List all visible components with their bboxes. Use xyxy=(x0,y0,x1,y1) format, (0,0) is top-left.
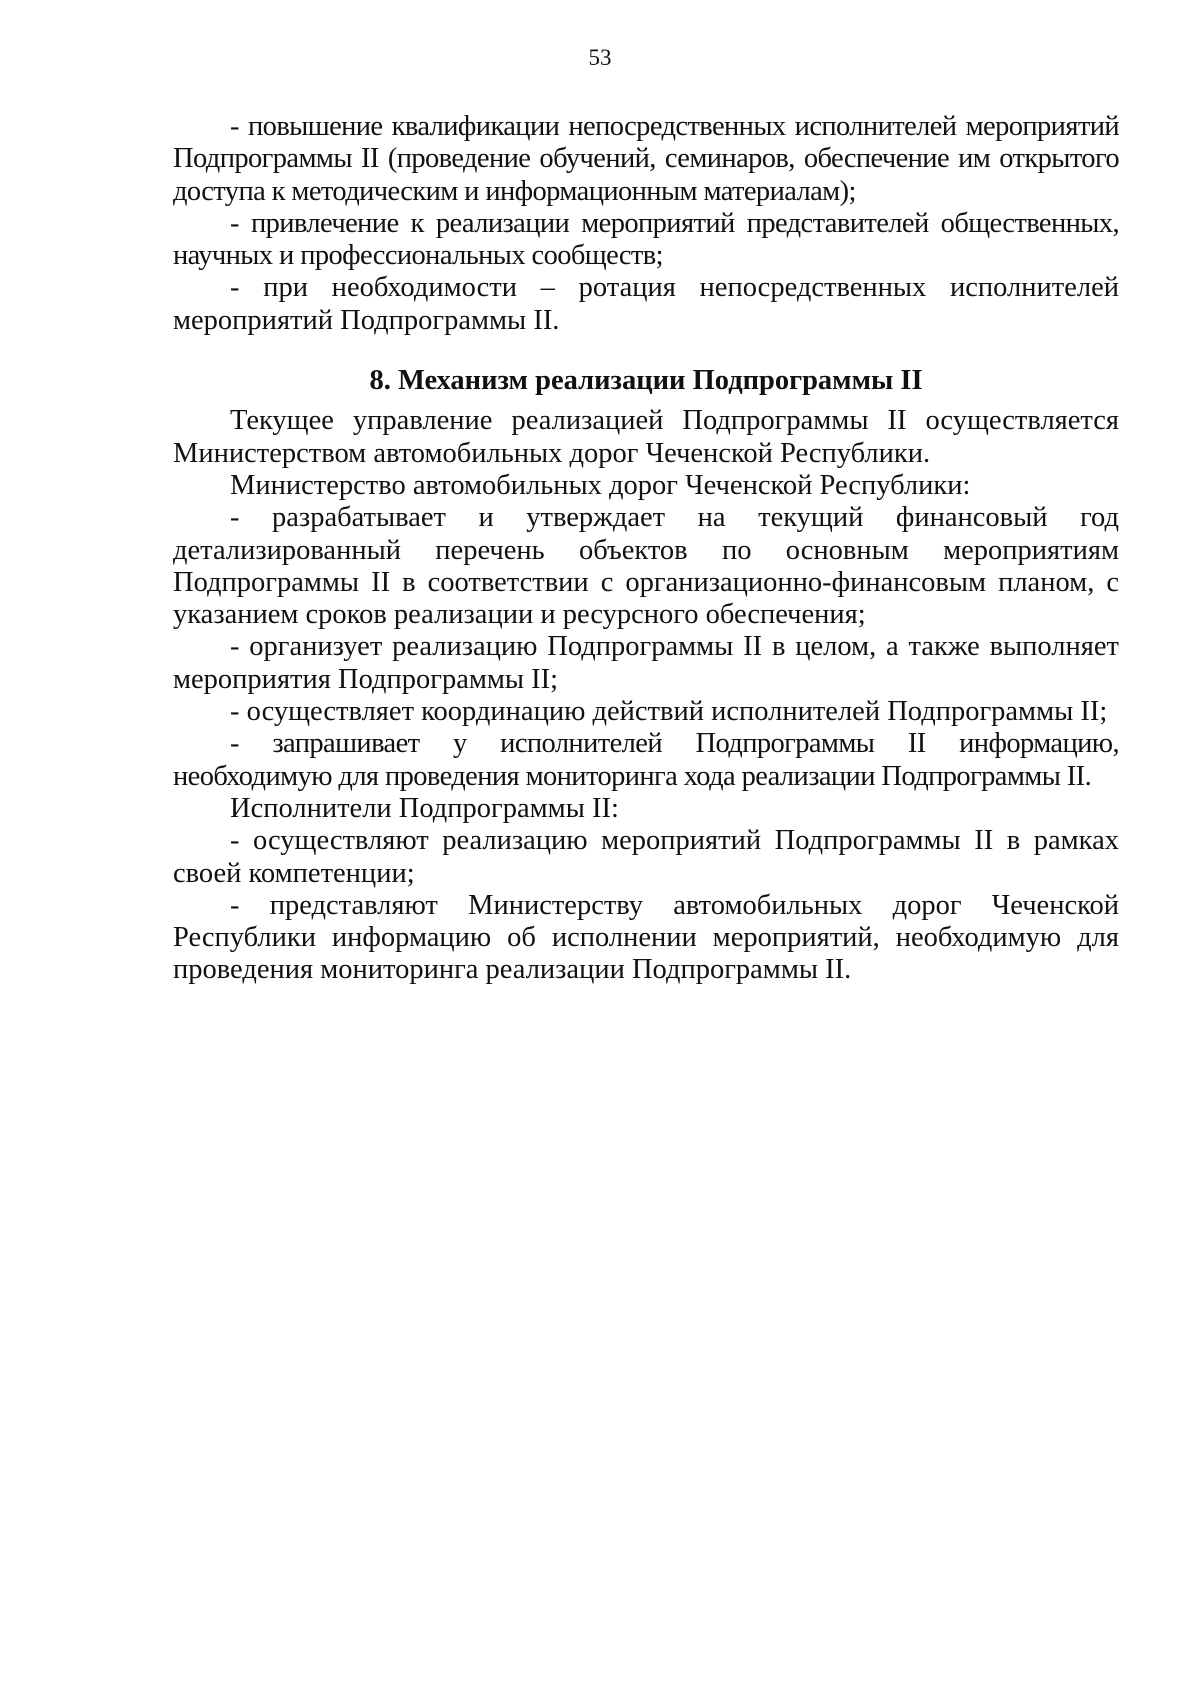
document-body xyxy=(173,111,1119,987)
paragraph: Министерство автомобильных дорог Чеченской Республики: xyxy=(230,469,971,501)
page-number: 53 xyxy=(588,45,612,70)
paragraph: - осуществляют реализацию мероприятий Подпрограммы II в рамках своей компетенции; xyxy=(173,825,1119,889)
paragraph: - организует реализацию Подпрограммы II в целом, а также выполняет мероприятия Подпрограммы II; xyxy=(173,631,1119,695)
paragraph: - при необходимости – ротация непосредственных исполнителей мероприятий Подпрограммы II. xyxy=(173,272,1119,336)
paragraph: - запрашивает у исполнителей Подпрограммы II информацию, необходимую для проведения мониторинга хода реализации Подпрограммы II. xyxy=(173,728,1119,792)
paragraph: - разрабатывает и утверждает на текущий финансовый год детализированный перечень объектов по основным мероприятиям Подпрограммы II в соответствии с организационно-финансовым планом, с указанием сроков реализации и ресурсного обеспечения; xyxy=(173,502,1119,631)
paragraph: - повышение квалификации непосредственных исполнителей мероприятий Подпрограммы II (проведение обучений, семинаров, обеспечение им открытого доступа к методическим и информационным материалам); xyxy=(173,111,1119,207)
paragraph: Текущее управление реализацией Подпрограммы II осуществляется Министерством автомобильных дорог Чеченской Республики. xyxy=(173,405,1119,469)
paragraph: - представляют Министерству автомобильных дорог Чеченской Республики информацию об исполнении мероприятий, необходимую для проведения мониторинга реализации Подпрограммы II. xyxy=(173,889,1119,986)
paragraph: - привлечение к реализации мероприятий представителей общественных, научных и профессиональных сообществ; xyxy=(173,207,1119,272)
paragraph: Исполнители Подпрограммы II: xyxy=(230,792,619,824)
paragraph: - осуществляет координацию действий исполнителей Подпрограммы II; xyxy=(230,696,1108,728)
section-heading: 8. Механизм реализации Подпрограммы II xyxy=(369,365,923,397)
